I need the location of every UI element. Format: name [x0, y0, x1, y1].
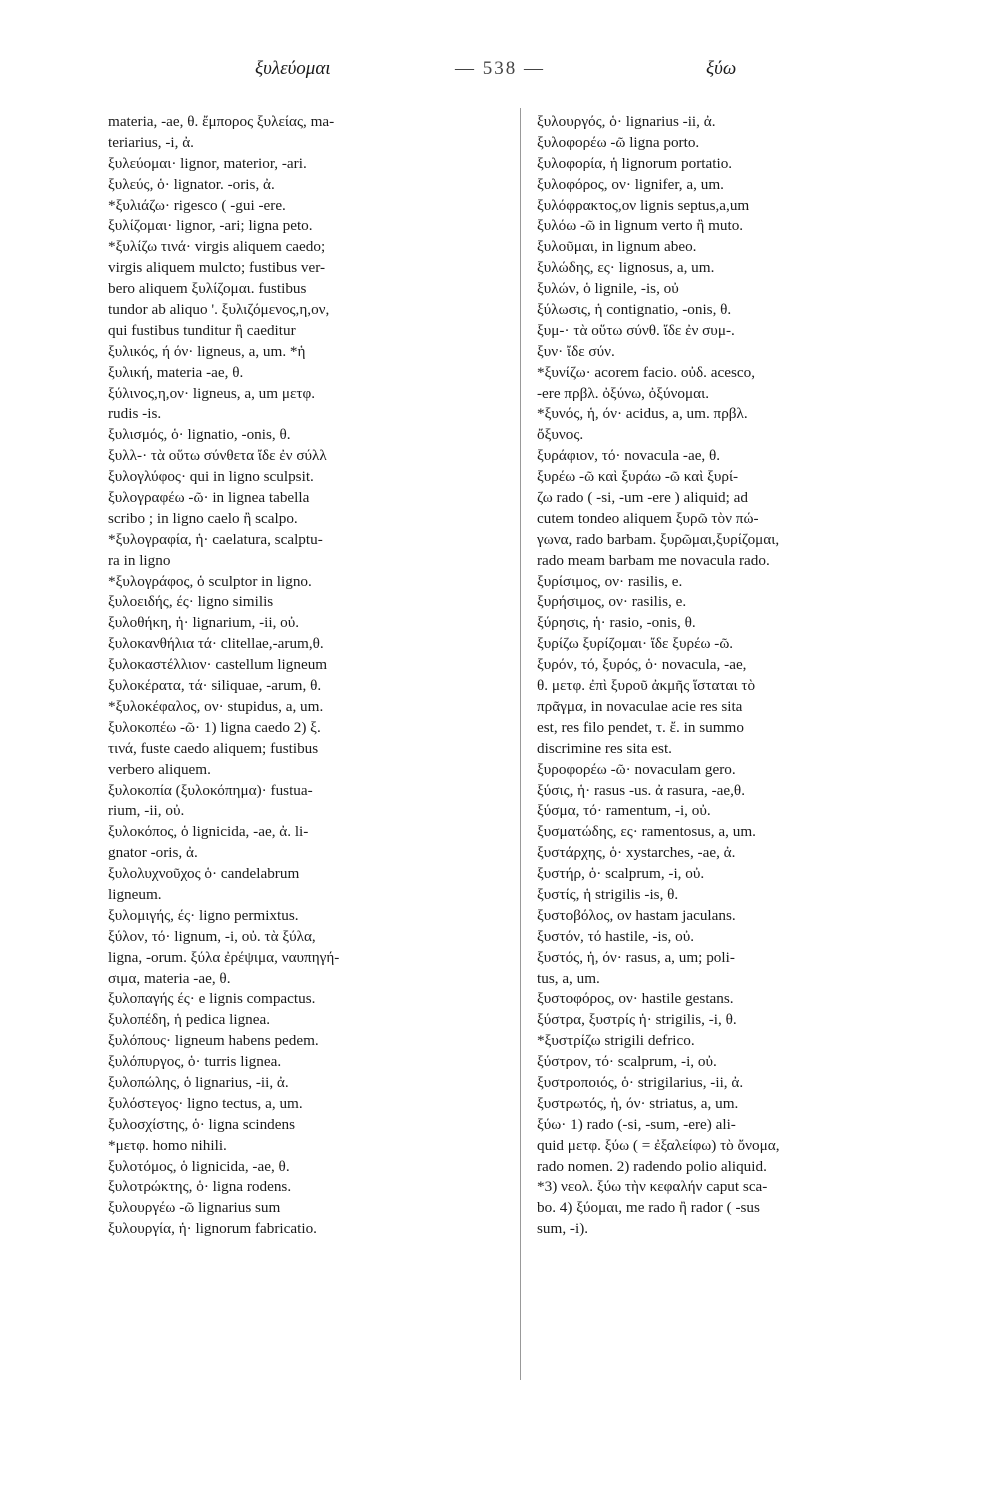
entry-line: discrimine res sita est.	[537, 739, 672, 757]
entry-line: ξυσματώδης, ες· ramentosus, a, um.	[537, 823, 756, 841]
entry-line: verbero aliquem.	[108, 760, 211, 778]
entry-line: ξυρέω -ῶ καὶ ξυράω -ῶ καὶ ξυρί-	[537, 468, 739, 486]
entry-line: *ξυνίζω· acorem facio. οὐδ. acesco,	[537, 363, 755, 381]
entry-line: ζω rado ( -si, -um -ere ) aliquid; ad	[537, 489, 748, 507]
entry-line: cutem tondeo aliquem ξυρῶ τὸν πώ-	[537, 509, 759, 527]
entry-line: ξυμ-· τὰ οὕτω σύνθ. ἴδε ἐν συμ-.	[537, 321, 735, 339]
entry-line: est, res filo pendet, τ. ἔ. in summo	[537, 718, 744, 736]
entry-line: ξύλον, τό· lignum, -i, οὐ. τὰ ξύλα,	[108, 927, 316, 945]
entry-line: ξυροφορέω -ῶ· novaculam gero.	[537, 760, 736, 778]
entry-line: qui fustibus tunditur ἢ caeditur	[108, 321, 296, 339]
entry-line: rium, -ii, οὐ.	[108, 802, 185, 820]
entry-line: ξυλόπους· ligneum habens pedem.	[108, 1032, 319, 1050]
entry-line: ξυλοειδής, ές· ligno similis	[108, 593, 274, 611]
entry-line: ξυρήσιμος, ον· rasilis, e.	[537, 593, 687, 611]
entry-line: ξυλεύς, ὁ· lignator. -oris, ἀ.	[108, 175, 275, 193]
entry-line: ξύσις, ἡ· rasus -us. ἀ rasura, -ae,θ.	[537, 781, 745, 799]
entry-line: ξυλουργία, ἡ· lignorum fabricatio.	[108, 1220, 317, 1238]
entry-line: ξυλογραφέω -ῶ· in lignea tabella	[108, 489, 310, 507]
entry-line: ξυλική, materia -ae, θ.	[108, 363, 244, 381]
entry-line: ξυστροποιός, ὁ· strigilarius, -ii, ἀ.	[537, 1073, 744, 1091]
header-right-guideword: ξύω	[706, 58, 737, 79]
entry-line: ξυλουργός, ὁ· lignarius -ii, ἀ.	[537, 113, 716, 130]
entry-line: *μετφ. homo nihili.	[108, 1136, 227, 1154]
entry-line: ξυλοκέρατα, τά· siliquae, -arum, θ.	[108, 677, 322, 695]
entry-line: ξύσμα, τό· ramentum, -i, οὐ.	[537, 802, 711, 820]
entry-line: ξυλοκανθήλια τά· clitellae,-arum,θ.	[108, 635, 324, 653]
entry-line: ra in ligno	[108, 551, 171, 569]
entry-line: θ. μετφ. ἐπὶ ξυροῦ ἀκμῆς ἵσταται τὸ	[537, 677, 756, 695]
entry-line: ξυλοφορία, ἡ lignorum portatio.	[537, 154, 733, 172]
entry-line: -ere πρβλ. ὀξύνω, ὀξύνομαι.	[537, 384, 709, 402]
column-divider	[520, 108, 521, 1380]
entry-line: ξυλοκοπέω -ῶ· 1) ligna caedo 2) ξ.	[108, 718, 321, 736]
entry-line: tus, a, um.	[537, 969, 600, 987]
entry-line: ξυλοτρώκτης, ὁ· ligna rodens.	[108, 1178, 292, 1196]
entry-line: gnator -oris, ἀ.	[108, 844, 198, 862]
entry-line: *ξυνός, ἡ, όν· acidus, a, um. πρβλ.	[537, 405, 748, 423]
entry-line: ξύστρον, τό· scalprum, -i, οὐ.	[537, 1053, 717, 1071]
entry-line: *ξυλιάζω· rigesco ( -gui -ere.	[108, 196, 286, 214]
entry-line: ξυλοτόμος, ὁ lignicida, -ae, θ.	[108, 1157, 290, 1175]
entry-line: quid μετφ. ξύω ( = ἐξαλείφω) τὸ ὄνομα,	[537, 1136, 780, 1154]
entry-line: ligneum.	[108, 885, 162, 903]
page-number: — 538 —	[455, 58, 545, 79]
entry-line: ξυλομιγής, ές· ligno permixtus.	[108, 906, 299, 924]
entry-line: ξυλώδης, ες· lignosus, a, um.	[537, 259, 715, 277]
entry-line: ξυλοκοπία (ξυλοκόπημα)· fustua-	[108, 781, 313, 799]
entry-line: ξυλοπέδη, ἡ pedica lignea.	[108, 1011, 271, 1029]
entry-line: ξυστίς, ἡ strigilis -is, θ.	[537, 885, 679, 903]
entry-line: ξυστρωτός, ἡ, όν· striatus, a, um.	[537, 1094, 739, 1112]
entry-line: ξυλοσχίστης, ὁ· ligna scindens	[108, 1115, 296, 1133]
entry-line: ξύστρα, ξυστρίς ἡ· strigilis, -i, θ.	[537, 1011, 737, 1029]
entry-line: ξυλουργέω -ῶ lignarius sum	[108, 1199, 281, 1217]
page-header	[0, 58, 981, 88]
entry-line: ὄξυνος.	[537, 426, 584, 444]
entry-line: ξυλικός, ή όν· ligneus, a, um. *ἡ	[108, 342, 306, 360]
entry-line: ξυλόπυργος, ὁ· turris lignea.	[108, 1053, 282, 1071]
entry-line: rado nomen. 2) radendo polio aliquid.	[537, 1157, 767, 1175]
entry-line: ξυστόν, τό hastile, -is, οὐ.	[537, 927, 695, 945]
entry-line: ξυρίζω ξυρίζομαι· ἴδε ξυρέω -ῶ.	[537, 635, 734, 653]
entry-line: ξυλοφόρος, ον· lignifer, a, um.	[537, 175, 724, 193]
left-column	[108, 112, 508, 1240]
entry-line: virgis aliquem mulcto; fustibus ver-	[108, 259, 326, 277]
entry-line: ξυλοπώλης, ὁ lignarius, -ii, ἀ.	[108, 1073, 289, 1091]
entry-line: ξυλοκαστέλλιον· castellum ligneum	[108, 656, 328, 674]
header-left-guideword: ξυλεύομαι	[255, 58, 331, 79]
entry-line: ξυρίσιμος, ον· rasilis, e.	[537, 572, 683, 590]
entry-line: ξυράφιον, τό· novacula -ae, θ.	[537, 447, 721, 465]
entry-line: sum, -i).	[537, 1220, 589, 1238]
entry-line: bero aliquem ξυλίζομαι. fustibus	[108, 280, 307, 298]
entry-line: ξυλολυχνοῦχος ὁ· candelabrum	[108, 865, 300, 883]
entry-line: γωνα, rado barbam. ξυρῶμαι,ξυρίζομαι,	[537, 530, 780, 548]
entry-line: *3) νεολ. ξύω τὴν κεφαλήν caput sca-	[537, 1178, 768, 1196]
entry-line: teriarius, -i, ἀ.	[108, 133, 194, 151]
entry-line: ξυστάρχης, ὁ· xystarches, -ae, ἀ.	[537, 844, 736, 862]
entry-line: *ξυστρίζω strigili defrico.	[537, 1032, 695, 1050]
entry-line: materia, -ae, θ. ἔμπορος ξυλείας, ma-	[108, 113, 335, 130]
entry-line: scribo ; in ligno caelo ἢ scalpo.	[108, 509, 298, 527]
entry-line: ξυλοφορέω -ῶ ligna porto.	[537, 133, 700, 151]
entry-line: *ξυλίζω τινά· virgis aliquem caedo;	[108, 238, 326, 256]
entry-line: ligna, -orum. ξύλα ἐρέψιμα, ναυπηγή-	[108, 948, 340, 966]
entry-line: ξυλόστεγος· ligno tectus, a, um.	[108, 1094, 303, 1112]
entry-line: ξυλίζομαι· lignor, -ari; ligna peto.	[108, 217, 313, 235]
entry-line: ξυστός, ἡ, όν· rasus, a, um; poli-	[537, 948, 735, 966]
entry-line: ξυλισμός, ὁ· lignatio, -onis, θ.	[108, 426, 291, 444]
entry-line: tundor ab aliquo '. ξυλιζόμενος,η,ον,	[108, 301, 330, 319]
entry-line: ξυστοβόλος, ον hastam jaculans.	[537, 906, 736, 924]
entry-line: rado meam barbam me novacula rado.	[537, 551, 770, 569]
entry-line: ξυλογλύφος· qui in ligno sculpsit.	[108, 468, 314, 486]
entry-line: ξυλοῦμαι, in lignum abeo.	[537, 238, 697, 256]
entry-line: ξυλόω -ῶ in lignum verto ἢ muto.	[537, 217, 744, 235]
entry-line: ξυλλ-· τὰ οὕτω σύνθετα ἴδε ἐν σύλλ	[108, 447, 327, 465]
entry-line: ξύρησις, ἡ· rasio, -onis, θ.	[537, 614, 696, 632]
entry-line: ξυστήρ, ὁ· scalprum, -i, οὐ.	[537, 865, 705, 883]
entry-line: *ξυλοκέφαλος, ον· stupidus, a, um.	[108, 697, 324, 715]
entry-line: *ξυλογράφος, ὁ sculptor in ligno.	[108, 572, 312, 590]
entry-line: σιμα, materia -ae, θ.	[108, 969, 231, 987]
entry-line: ξυστοφόρος, ον· hastile gestans.	[537, 990, 734, 1008]
entry-line: bo. 4) ξύομαι, me rado ἢ rador ( -sus	[537, 1199, 760, 1217]
entry-line: ξυλόφρακτος,ον lignis septus,a,um	[537, 196, 750, 214]
entry-line: ξυλοπαγής ές· e lignis compactus.	[108, 990, 316, 1008]
right-column	[537, 112, 937, 1240]
entry-line: rudis -is.	[108, 405, 162, 423]
entry-line: ξυλοθήκη, ἡ· lignarium, -ii, οὐ.	[108, 614, 300, 632]
entry-line: ξυλεύομαι· lignor, materior, -ari.	[108, 154, 307, 172]
entry-line: ξύω· 1) rado (-si, -sum, -ere) ali-	[537, 1115, 736, 1133]
entry-line: ξυλοκόπος, ὁ lignicida, -ae, ἀ. li-	[108, 823, 309, 841]
entry-line: τινά, fuste caedo aliquem; fustibus	[108, 739, 319, 757]
entry-line: ξυλών, ὁ lignile, -is, οὐ	[537, 280, 679, 298]
entry-line: πρᾶγμα, in novaculae acie res sita	[537, 697, 743, 715]
entry-line: ξύλωσις, ἡ contignatio, -onis, θ.	[537, 301, 732, 319]
entry-line: ξύλινος,η,ον· ligneus, a, um μετφ.	[108, 384, 316, 402]
entry-line: ξυν· ἴδε σύν.	[537, 342, 615, 360]
entry-line: ξυρόν, τό, ξυρός, ὁ· novacula, -ae,	[537, 656, 747, 674]
entry-line: *ξυλογραφία, ἡ· caelatura, scalptu-	[108, 530, 323, 548]
